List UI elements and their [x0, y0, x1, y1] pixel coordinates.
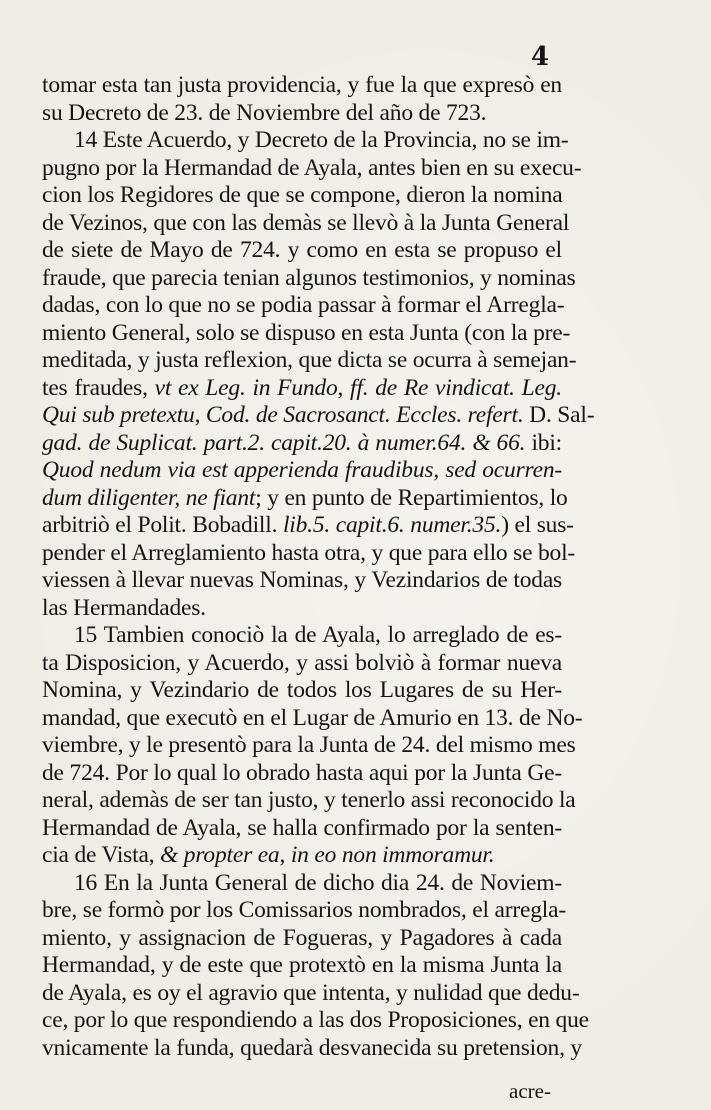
text-line — [42, 1007, 589, 1035]
text-run: de 724. Por lo qual lo obrado hasta aqui por la Junta Ge- — [42, 759, 562, 786]
text-line — [42, 154, 582, 183]
text-line — [42, 127, 569, 155]
text-line — [42, 209, 570, 238]
text-run: pugno por la Hermandad de Ayala, antes bien en su execu- — [42, 154, 582, 181]
text-run: pender el Arreglamiento hasta otra, y que para ello se bol- — [42, 539, 576, 566]
text-line — [42, 732, 576, 760]
text-run: de siete de Mayo de 724. y como en esta se propuso el — [42, 237, 562, 263]
text-line — [42, 925, 562, 953]
text-line — [42, 595, 562, 623]
text-run: 15 Tambien conociò la de Ayala, lo arreglado de es- — [74, 622, 562, 648]
text-line — [42, 237, 562, 265]
text-line — [42, 402, 595, 430]
text-line — [42, 650, 562, 678]
text-run: las Hermandades. — [42, 594, 206, 621]
text-line — [42, 952, 562, 980]
text-run: ; y en punto de Repartimientos, lo — [255, 484, 568, 511]
text-run: ibi: — [525, 429, 562, 456]
text-line — [42, 760, 562, 788]
text-run: ta Disposicion, y Acuerdo, y assi bolviò à formar nueva — [42, 649, 562, 676]
italic-citation: lib.5. capit.6. numer.35. — [282, 512, 502, 538]
text-line — [42, 264, 576, 293]
text-line — [42, 897, 566, 925]
italic-citation: dum diligenter, ne fiant — [42, 484, 256, 511]
text-line — [42, 182, 562, 210]
text-run: 14 Este Acuerdo, y Decreto de la Provincia, no se im- — [74, 127, 569, 153]
italic-citation: Qui sub pretextu, Cod. de Sacrosanct. Eccles. refert. — [42, 402, 524, 428]
text-run: mandad, que executò en el Lugar de Amurio en 13. de No- — [42, 704, 583, 731]
text-run: Hermandad de Ayala, se halla confirmado por la senten- — [42, 814, 562, 841]
text-line — [42, 677, 562, 705]
text-line — [42, 1034, 582, 1063]
text-line — [42, 512, 574, 540]
text-run: su Decreto de 23. de Noviembre del año de 723. — [42, 99, 487, 126]
text-run: de Ayala, es oy el agravio que intenta, y nulidad que dedu- — [42, 979, 580, 1006]
text-run: viessen à llevar nuevas Nominas, y Vezindarios de todas — [42, 567, 562, 593]
text-line — [42, 870, 562, 898]
italic-citation: vt ex Leg. in Fundo, ff. de Re vindicat. Leg. — [154, 374, 562, 401]
text-run: neral, ademàs de ser tan justo, y tenerlo assi reconocido la — [42, 787, 576, 813]
text-line — [42, 72, 562, 100]
text-line — [42, 815, 562, 843]
text-line — [42, 100, 562, 128]
text-line — [42, 484, 568, 513]
text-run: arbitriò el Polit. Bobadill. — [42, 512, 283, 538]
text-run: miento General, solo se dispuso en esta Junta (con la pre- — [42, 319, 571, 346]
italic-citation: gad. — [42, 429, 89, 456]
body-text — [42, 72, 595, 1062]
text-run: Hermandad, y de este que protextò en la misma Junta la — [42, 952, 562, 978]
text-line — [42, 539, 576, 568]
text-line — [42, 292, 565, 320]
italic-citation: de Suplicat. part.2. capit.20. à numer.64. & 66. — [88, 429, 526, 456]
text-run: tes fraudes, — [42, 374, 155, 401]
text-run: cia de Vista, — [42, 842, 161, 868]
text-run: bre, se formò por los Comissarios nombrados, el arregla- — [42, 897, 566, 923]
text-run: meditada, y justa reflexion, que dicta se ocurra à semejan- — [42, 347, 577, 373]
text-line — [42, 457, 562, 485]
catchword: acre- — [509, 1079, 551, 1103]
text-line — [42, 347, 577, 375]
text-line — [42, 319, 571, 348]
text-run: ce, por lo que respondiendo a las dos Proposiciones, en que — [42, 1007, 589, 1033]
text-run: vnicamente la funda, quedarà desvanecida su pretension, y — [42, 1034, 582, 1061]
text-run: dadas, con lo que no se podia passar à formar el Arregla- — [42, 292, 565, 318]
text-run: 16 En la Junta General de dicho dia 24. de Noviem- — [74, 869, 562, 896]
text-run: tomar esta tan justa providencia, y fue la que expresò en — [42, 72, 562, 98]
text-line — [42, 842, 562, 870]
page-number: 4 — [531, 42, 550, 72]
text-line — [42, 567, 562, 595]
italic-citation: Quod nedum via est apperienda fraudibus, sed ocurren- — [42, 457, 562, 483]
text-run: Nomina, y Vezindario de todos los Lugares de su Her- — [42, 677, 562, 703]
text-run: ) el sus- — [501, 512, 574, 538]
text-run: miento, y assignacion de Fogueras, y Pagadores à cada — [42, 924, 562, 951]
text-line — [42, 430, 562, 458]
italic-citation: & propter ea, in eo non immoramur. — [160, 842, 495, 868]
text-line — [42, 979, 580, 1008]
text-line — [42, 622, 562, 650]
text-run: viembre, y le presentò para la Junta de 24. del mismo mes — [42, 732, 576, 758]
text-run: fraude, que parecia tenian algunos testimonios, y nominas — [42, 264, 576, 291]
text-line — [42, 704, 583, 733]
text-run: de Vezinos, que con las demàs se llevò à la Junta General — [42, 209, 570, 236]
text-run: cion los Regidores de que se compone, dieron la nomina — [42, 182, 563, 208]
text-line — [42, 787, 576, 815]
text-line — [42, 375, 562, 403]
text-run: D. Sal- — [523, 402, 595, 428]
